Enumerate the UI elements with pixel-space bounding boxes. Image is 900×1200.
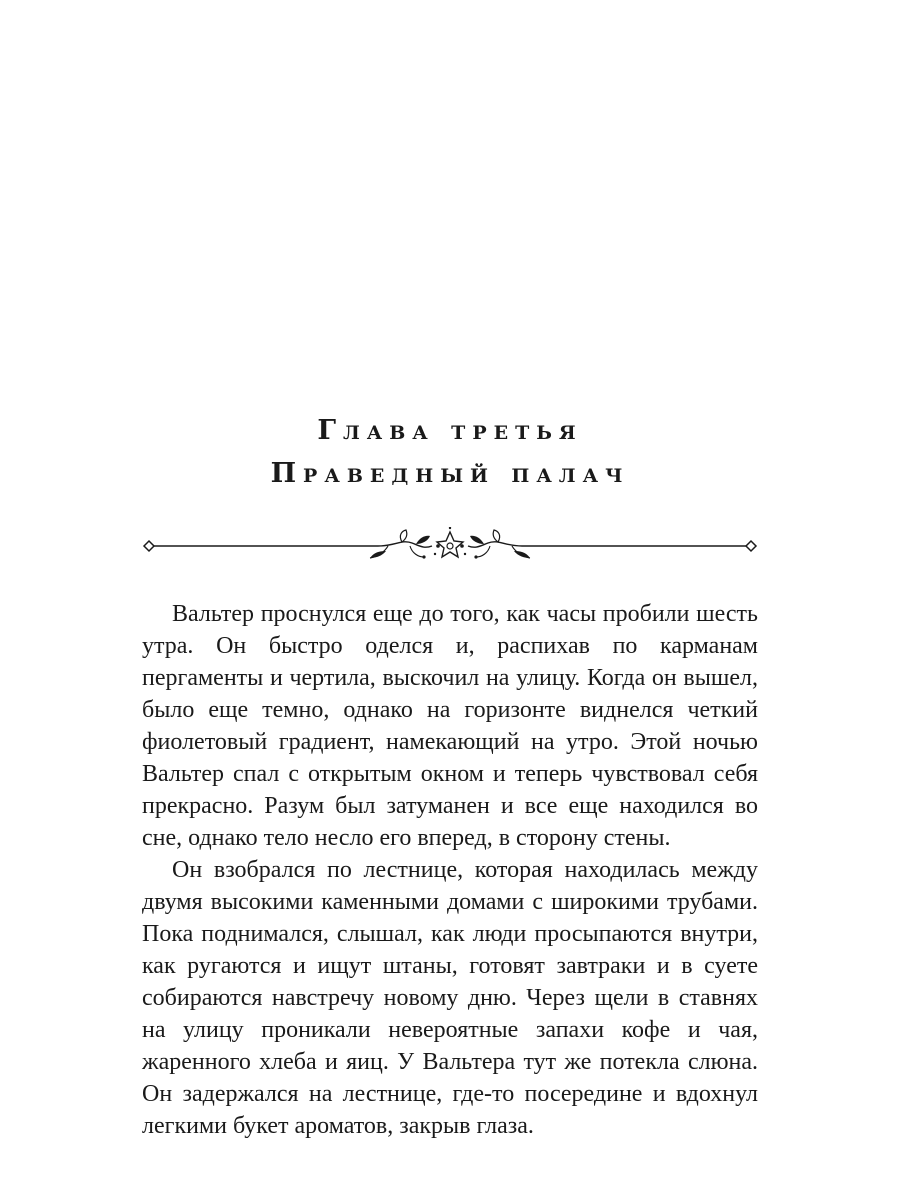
- star-flower-divider-icon: [140, 527, 760, 567]
- chapter-number-title: Глава третья: [317, 415, 583, 446]
- chapter-name: Праведный палач: [270, 458, 630, 489]
- paragraph-2: Он взобрался по лестнице, которая находилась между двумя высокими каменными домами с широкими трубами. Пока поднимался, слышал, как люди просыпаются внутри, как ругаются и ищут штаны, готовят завтраки и в суете собираются навстречу новому дню. Через щели в ставнях на улицу проникали невероятные запахи кофе и чая, жаренного хлеба и яиц. У Вальтера тут же потекла слюна. Он задержался на лестнице, где-то посередине и вдохнул легкими букет ароматов, закрыв глаза.: [142, 857, 758, 1139]
- paragraph-1: Вальтер проснулся еще до того, как часы пробили шесть утра. Он быстро оделся и, распихав по карманам пергаменты и чертила, выскочил на улицу. Когда он вышел, было еще темно, однако на горизонте виднелся четкий фиолетовый градиент, намекающий на утро. Этой ночью Вальтер спал с открытым окном и теперь чувствовал себя прекрасно. Разум был затуманен и все еще находился во сне, однако тело несло его вперед, в сторону стены.: [142, 601, 758, 851]
- body-text: [142, 598, 758, 1142]
